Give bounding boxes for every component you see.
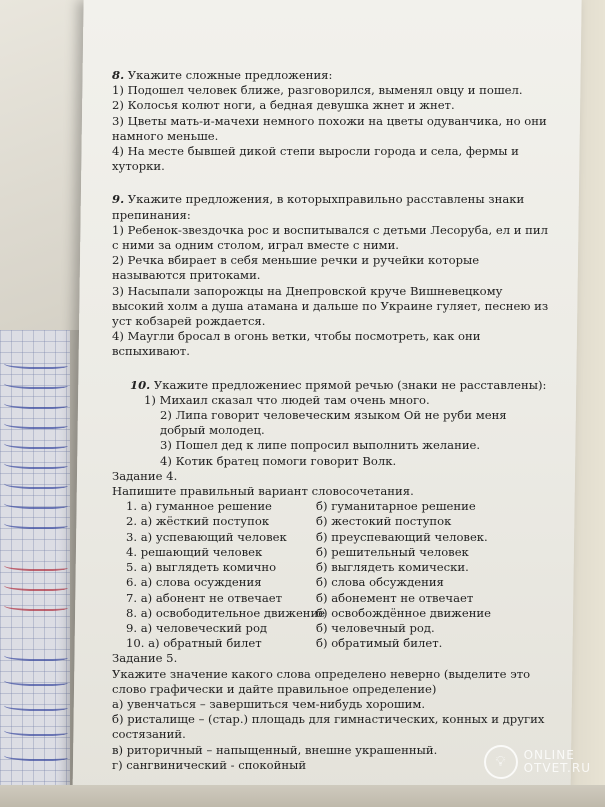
task-5-heading: Задание 5.: [112, 651, 178, 666]
q9-item: 3) Насыпали запорожцы на Днепровской круче Вишневецкому высокий холм а душа атамана и дальше по Украине гуляет, песнею из уст кобзарей рождается.: [112, 283, 549, 329]
q9-item: 4) Маугли бросал в огонь ветки, чтобы посмотреть, как они вспыхивают.: [112, 329, 481, 359]
q10-item: 2) Липа говорит человеческим языком Ой не руби меня добрый молодец.: [160, 408, 507, 438]
q10-item: 1) Михаил сказал что людей там очень много.: [144, 392, 430, 407]
pair-option-b: б) человечный род.: [316, 620, 435, 635]
watermark-line-2: OTVET.RU: [523, 761, 591, 775]
worksheet-content: [112, 68, 552, 773]
pair-option-a: 5. а) выглядеть комично: [126, 560, 277, 575]
task-5-item: г) сангвинический - спокойный: [112, 757, 307, 772]
task-5-item: б) ристалище – (стар.) площадь для гимнастических, конных и других состязаний.: [112, 712, 545, 742]
pair-option-a: 10. а) обратный билет: [126, 636, 262, 651]
q8-item: 4) На месте бывшей дикой степи выросли города и села, фермы и хуторки.: [112, 144, 519, 174]
pair-option-b: б) выглядеть комически.: [316, 560, 469, 575]
pair-option-a: 4. решающий человек: [126, 544, 263, 559]
pair-option-b: б) преуспевающий человек.: [316, 529, 488, 544]
q9-item: 2) Речка вбирает в себя меньшие речки и ручейки которые называются притоками.: [112, 253, 480, 283]
lightbulb-icon: 💡︎: [484, 745, 518, 779]
question-8-title: 8. Укажите сложные предложения:: [112, 68, 333, 82]
task-4-heading: Задание 4.: [112, 468, 178, 483]
question-10-title: 10. Укажите предложениес прямой речью (знаки не расставлены):: [130, 377, 547, 392]
pair-option-a: 7. а) абонент не отвечает: [126, 590, 283, 605]
task-5-instruction: Укажите значение какого слова определено неверно (выделите это слово графически и дайте правильное определение): [112, 666, 531, 696]
pair-option-a: 2. а) жёсткий поступок: [126, 514, 270, 529]
word-pairs-list: [112, 499, 552, 651]
q8-item: 2) Колосья колют ноги, а бедная девушка жнет и жнет.: [112, 98, 455, 113]
pair-option-a: 1. а) гуманное решение: [126, 499, 272, 514]
watermark-line-1: ONLINE: [523, 748, 575, 762]
question-9-title: 9. Укажите предложения, в которыхправильно расставлены знаки препинания:: [112, 192, 525, 222]
pair-option-b: б) слова обсуждения: [316, 575, 444, 590]
notebook-page: [0, 330, 70, 807]
q8-item: 1) Подошел человек ближе, разговорился, выменял овцу и пошел.: [112, 83, 523, 98]
pair-option-b: б) решительный человек: [316, 544, 469, 559]
q10-item: 3) Пошел дед к липе попросил выполнить желание.: [160, 438, 481, 453]
pair-option-b: б) абонемент не отвечает: [316, 590, 474, 605]
bottom-notebook-scrap: [0, 785, 605, 807]
pair-option-a: 6. а) слова осуждения: [126, 575, 262, 590]
task-5-item: в) риторичный – напыщенный, внешне украшенный.: [112, 742, 438, 757]
pair-option-a: 9. а) человеческий род: [126, 620, 268, 635]
q9-item: 1) Ребенок-звездочка рос и воспитывался с детьми Лесоруба, ел и пил с ними за одним столом, играл вместе с ними.: [112, 222, 548, 253]
watermark: [484, 745, 591, 779]
pair-option-a: 8. а) освободительное движение: [126, 605, 326, 620]
q8-item: 3) Цветы мать-и-мачехи немного похожи на цветы одуванчика, но они намного меньше.: [112, 113, 547, 143]
pair-option-b: б) жестокий поступок: [316, 514, 452, 529]
task-4-instruction: Напишите правильный вариант словосочетания.: [112, 484, 414, 499]
pair-option-b: б) обратимый билет.: [316, 636, 443, 651]
pair-option-b: б) гуманитарное решение: [316, 499, 476, 514]
q10-item: 4) Котик братец помоги говорит Волк.: [160, 453, 397, 468]
pair-option-b: б) освобождённое движение: [316, 605, 492, 620]
pair-option-a: 3. а) успевающий человек: [126, 529, 287, 544]
task-5-item: а) увенчаться – завершиться чем-нибудь хорошим.: [112, 696, 426, 711]
